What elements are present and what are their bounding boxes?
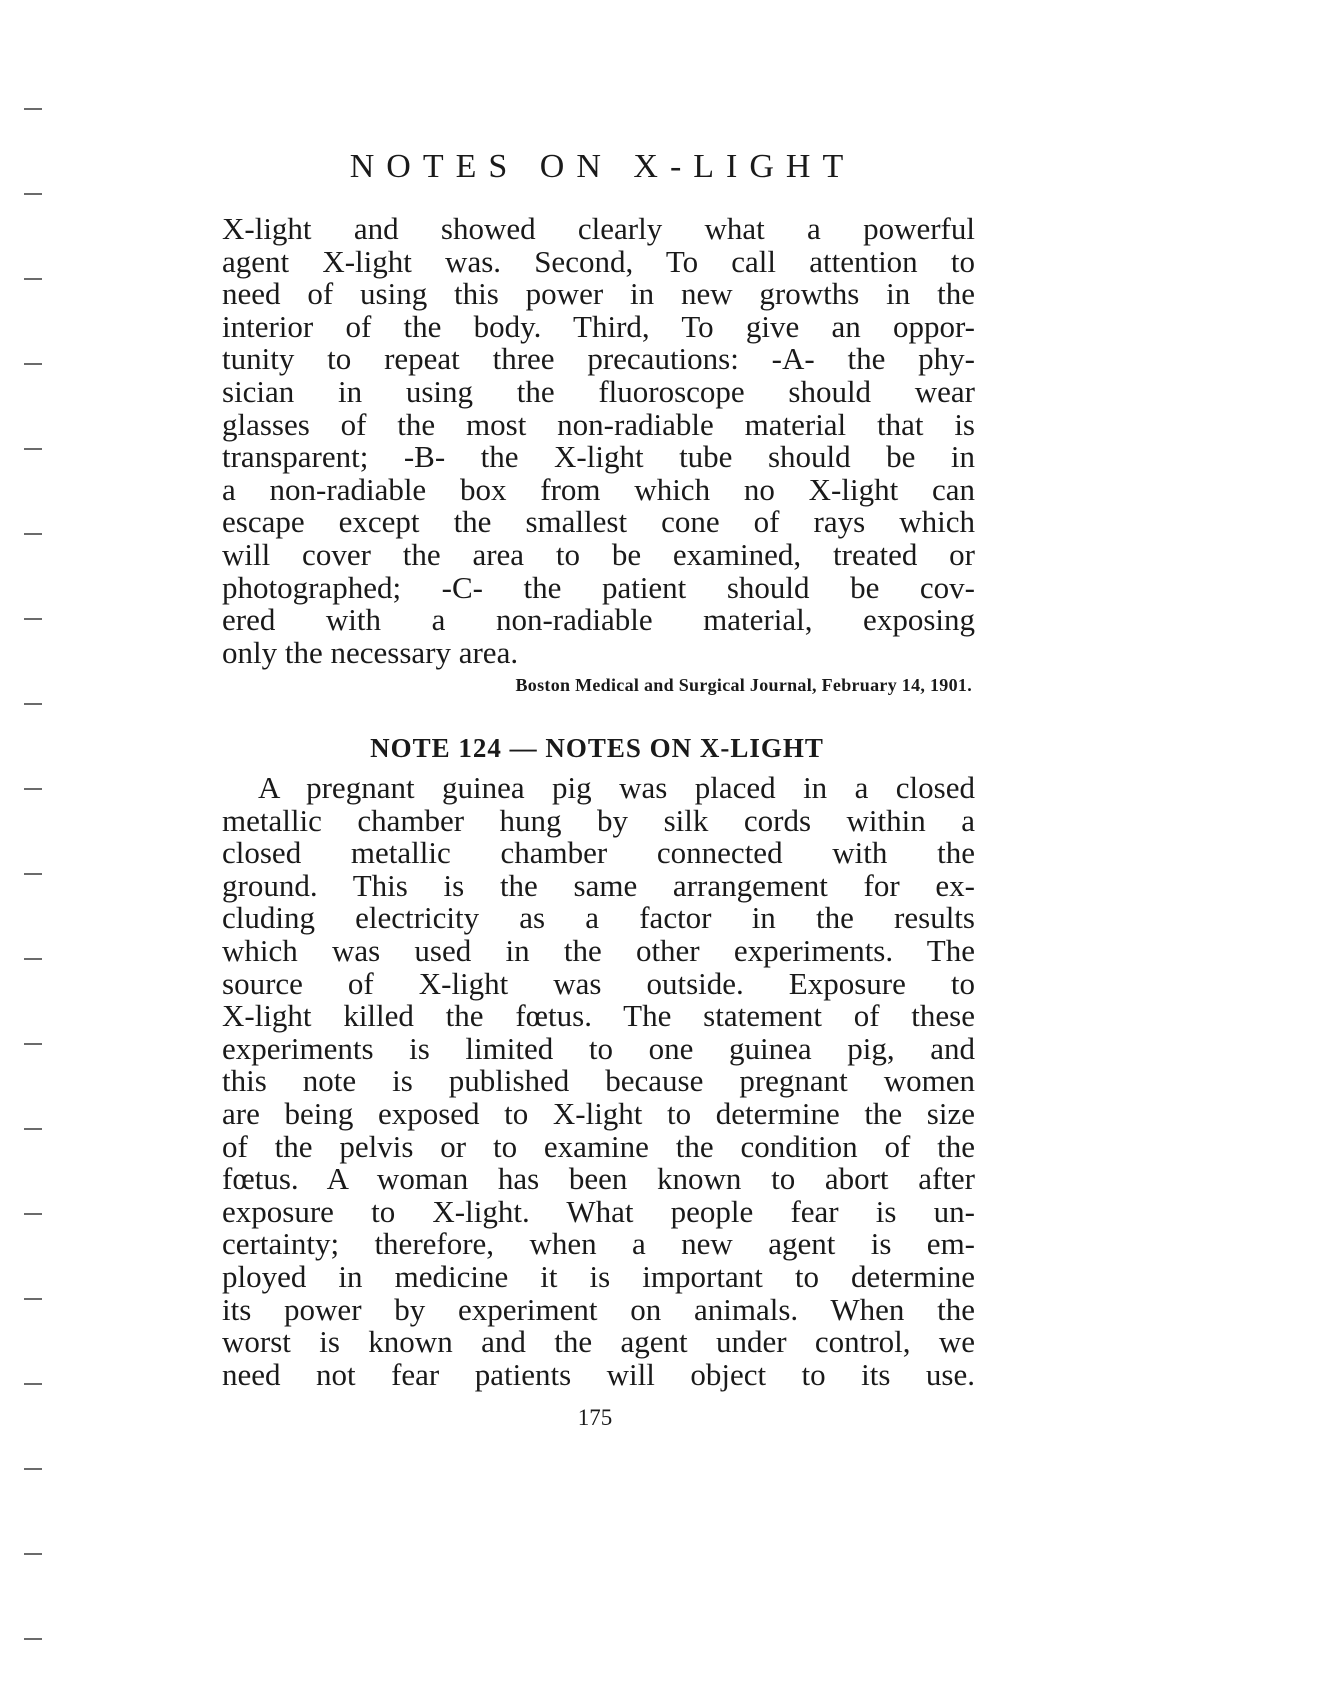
text-line: transparent; -B- the X-light tube should be in	[222, 439, 975, 475]
text-line: fœtus. A woman has been known to abort after	[222, 1161, 975, 1197]
margin-tick	[24, 363, 42, 365]
text-line: X-light and showed clearly what a powerful	[222, 211, 975, 246]
text-line: metallic chamber hung by silk cords within a	[222, 802, 975, 838]
paragraph-note-124	[222, 772, 975, 1391]
text-line: exposure to X-light. What people fear is un-	[222, 1193, 975, 1229]
citation: Boston Medical and Surgical Journal, February 14, 1901.	[515, 675, 972, 695]
text-line: certainty; therefore, when a new agent is em-	[222, 1226, 975, 1262]
text-line: experiments is limited to one guinea pig, and	[222, 1030, 975, 1066]
margin-tick	[24, 533, 42, 535]
text-line: sician in using the fluoroscope should wear	[222, 373, 975, 409]
text-line: photographed; -C- the patient should be cov-	[222, 569, 975, 605]
text-line: which was used in the other experiments. The	[222, 932, 975, 968]
margin-tick	[24, 788, 42, 790]
margin-tick	[24, 1553, 42, 1555]
text-line: its power by experiment on animals. When the	[222, 1291, 975, 1327]
text-line: glasses of the most non-radiable material that is	[222, 406, 975, 442]
note-heading: NOTE 124 — NOTES ON X-LIGHT	[370, 733, 824, 763]
margin-tick	[24, 958, 42, 960]
paragraph-continued	[222, 213, 975, 669]
text-line: only the necessary area.	[222, 634, 519, 670]
text-line: are being exposed to X-light to determine the size	[222, 1095, 975, 1131]
text-line: a non-radiable box from which no X-light can	[222, 471, 975, 507]
text-line: A pregnant guinea pig was placed in a closed	[258, 770, 975, 805]
text-line: escape except the smallest cone of rays which	[222, 504, 975, 540]
margin-tick	[24, 1468, 42, 1470]
text-line: ground. This is the same arrangement for ex-	[222, 867, 975, 903]
text-line: of the pelvis or to examine the condition of the	[222, 1128, 975, 1164]
text-line: agent X-light was. Second, To call attention to	[222, 243, 975, 279]
margin-tick	[24, 1128, 42, 1130]
margin-tick	[24, 873, 42, 875]
text-line: will cover the area to be examined, treated or	[222, 536, 975, 572]
text-line: ered with a non-radiable material, exposing	[222, 602, 975, 638]
text-line: closed metallic chamber connected with the	[222, 835, 975, 871]
margin-tick	[24, 703, 42, 705]
page-number: 175	[577, 1405, 613, 1430]
text-line: interior of the body. Third, To give an oppor-	[222, 308, 975, 344]
text-line: need not fear patients will object to its use.	[222, 1356, 975, 1392]
text-line: source of X-light was outside. Exposure to	[222, 965, 975, 1001]
text-line: need of using this power in new growths in the	[222, 276, 975, 312]
text-line: tunity to repeat three precautions: -A- the phy-	[222, 341, 975, 377]
margin-tick	[24, 278, 42, 280]
margin-tick	[24, 1383, 42, 1385]
margin-tick	[24, 1213, 42, 1215]
margin-tick	[24, 448, 42, 450]
text-line: cluding electricity as a factor in the results	[222, 900, 975, 936]
margin-tick	[24, 1043, 42, 1045]
text-line: ployed in medicine it is important to determine	[222, 1258, 975, 1294]
margin-tick	[24, 108, 42, 110]
text-line: this note is published because pregnant women	[222, 1063, 975, 1099]
margin-tick	[24, 193, 42, 195]
margin-tick	[24, 1638, 42, 1640]
text-line: X-light killed the fœtus. The statement of these	[222, 998, 975, 1034]
margin-tick	[24, 618, 42, 620]
text-line: worst is known and the agent under control, we	[222, 1324, 975, 1360]
margin-tick	[24, 1298, 42, 1300]
running-head: NOTES ON X-LIGHT	[349, 148, 856, 185]
